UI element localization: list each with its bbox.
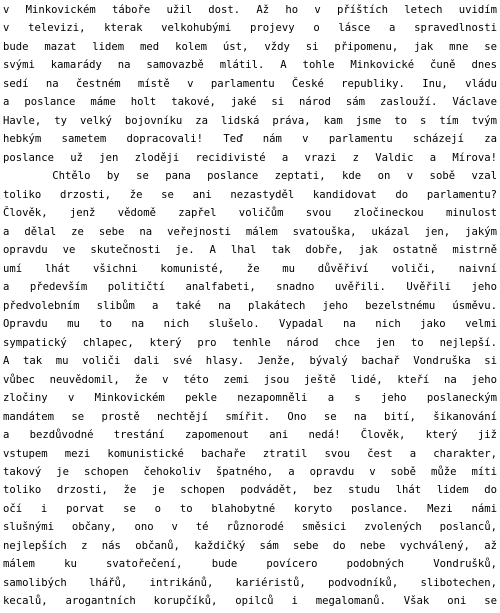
text-line-27: toliko drzosti, že je schopen podvádět, bez studu lhát lidem do [3, 484, 497, 497]
text-line-1: v Minkovickém táboře užil dost. Až ho v příštích letech uvidím [3, 4, 497, 16]
text-line-6: a poslance máme holt takové, jaké si národ sám zaslouží. Václave [3, 96, 497, 109]
text-line-15: umí lhát všichni komunisté, že mu důvěřiví voliči, naivní [3, 262, 497, 275]
text-line-33: kecalů, arogantních korupčíků, opilců i megalomanů. Však oni se [3, 595, 497, 608]
text-line-24: a bezdůvodné trestání zapomenout ani nedá! Člověk, který již [3, 429, 497, 442]
text-line-9: poslance už jen zloději recidivisté a vrazi z Valdic a Mírova! [3, 151, 497, 164]
text-line-18: Opravdu mu to na nich slušelo. Vypadal na nich jako velmi [3, 318, 497, 331]
text-line-12: Člověk, jenž vědomě zapřel voličům svou zločineckou minulost [3, 207, 497, 220]
text-line-22: zločiny v Minkovickém pekle nezapomněli a s jeho poslaneckým [3, 392, 497, 405]
text-line-21: vůbec neuvědomil, že v této zemi jsou ještě lidé, kteří na jeho [3, 373, 497, 386]
text-line-28: očí i porvat se o to blahobytné koryto poslance. Mezi námi [3, 502, 497, 515]
text-line-2: v televizi, kterak velkohubými projevy o lásce a spravedlnosti [3, 22, 497, 35]
text-line-16: a především političtí analfabeti, snadno uvěřili. Uvěřili jeho [3, 281, 497, 294]
text-line-26: takový je schopen čehokoliv špatného, a opravdu v sobě může míti [3, 466, 497, 478]
text-line-17: předvolebním slibům a také na plakátech jeho bezelstnému úsměvu. [3, 299, 497, 312]
text-line-11: toliko drzosti, že se ani nezastyděl kandidovat do parlamentu? [3, 188, 497, 201]
text-line-32: samolibých lhářů, intrikánů, kariéristů, podvodníků, slibotechen, [3, 576, 497, 589]
text-line-13: a dělal ze sebe na veřejnosti málem svatouška, ukázal jen, jakým [3, 225, 497, 238]
text-line-3: bude mazat lidem med kolem úst, vždy si připomenu, jak mne se [3, 40, 497, 53]
text-line-14: opravdu ve skutečnosti je. A lhal tak dobře, jak ostatně mistrně [3, 244, 497, 257]
text-line-10: Chtělo by se pana poslance zeptati, kde on v sobě vzal [3, 170, 497, 183]
text-line-19: sympatický chlapec, který pro tenhle národ chce jen to nejlepší. [3, 336, 497, 349]
text-line-8: hebkým sametem dopracovali! Teď nám v parlamentu scházejí za [3, 133, 497, 146]
text-line-23: mandátem se prostě nechtějí smířit. Ono se na bití, šikanování [3, 410, 497, 423]
text-line-31: málem ku svatořečení, bude povícero podobných Vondrušků, [3, 558, 497, 571]
text-line-25: vstupem mezi komunistické bachaře ztratil svou čest a charakter, [3, 447, 497, 460]
text-line-29: slušnými občany, ono v té různorodé směsici zvolených poslanců, [3, 521, 497, 534]
text-line-7: Havle, ty velký bojovníku za lidská práva, kam jsme to s tím tvým [3, 114, 497, 127]
text-line-20: A tak mu voliči dali své hlasy. Jenže, bývalý bachař Vondruška si [3, 355, 497, 368]
text-line-30: nejlepších z nás občanů, každičký sám sebe do nebe vychválený, až [3, 539, 497, 552]
text-line-5: sedí na čestném místě v parlamentu České republiky. Inu, vládu [3, 77, 497, 90]
text-line-4: svými kamarády na samovazbě mlátil. A tohle Minkovické čuně dnes [3, 59, 497, 72]
